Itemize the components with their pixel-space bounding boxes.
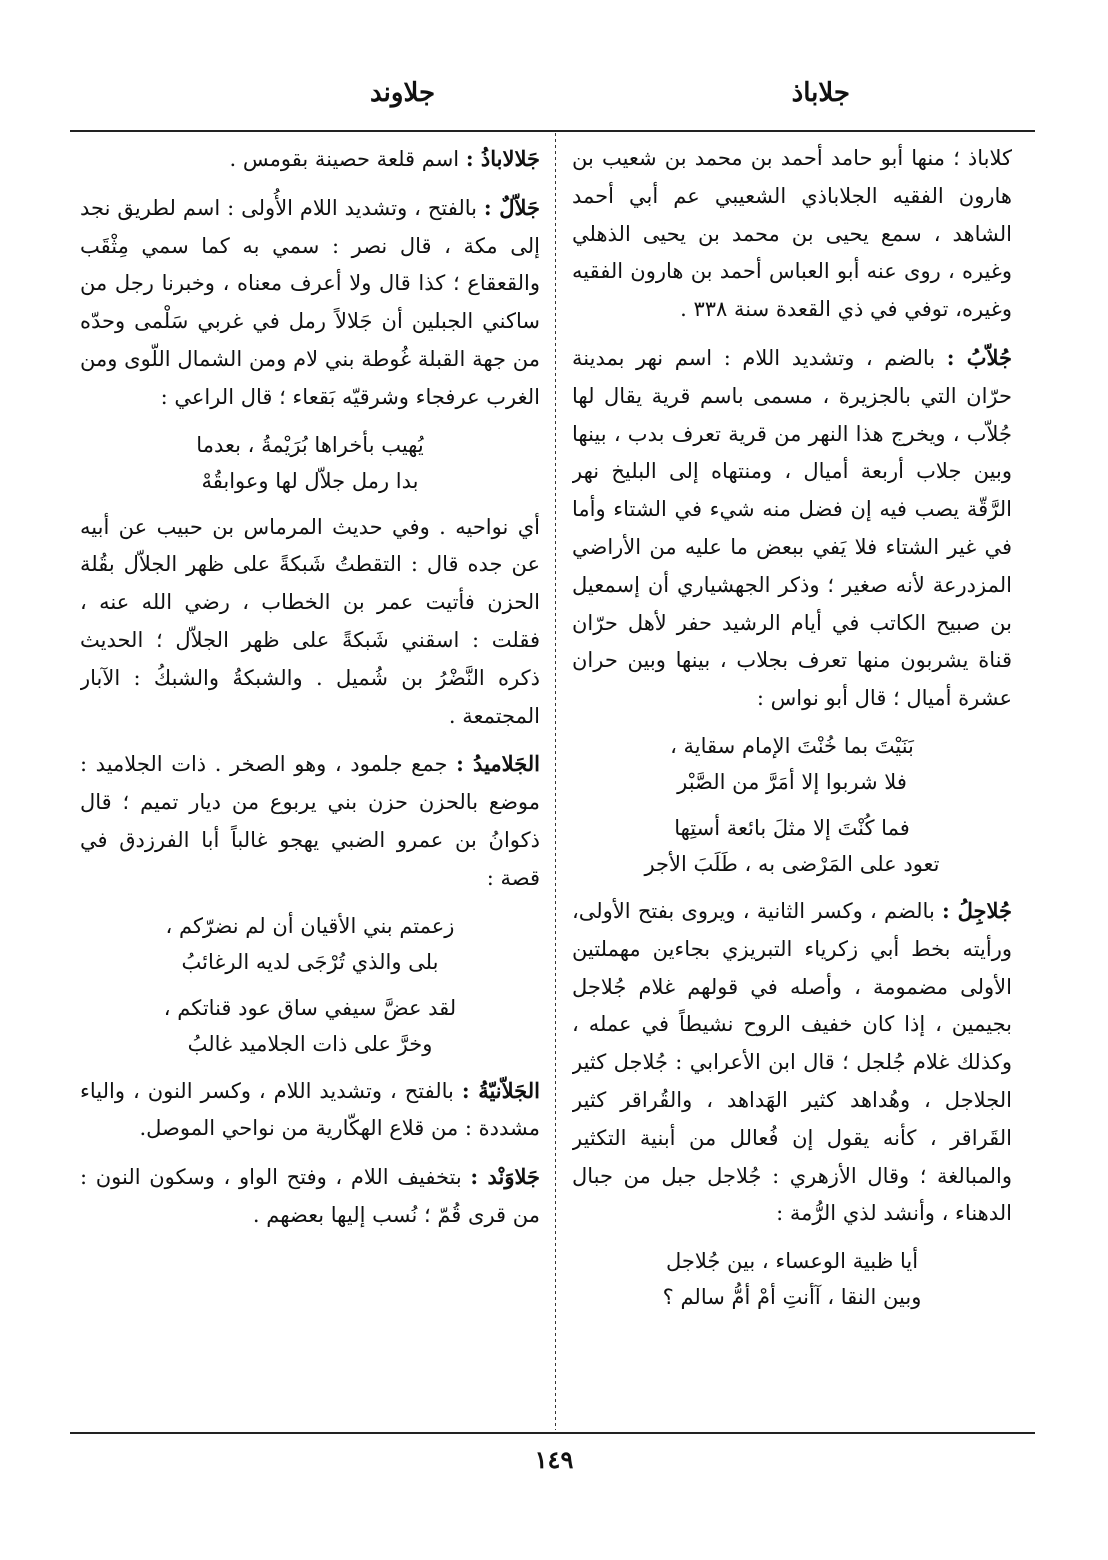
verse-block [80, 908, 540, 980]
header-rule [70, 130, 1035, 132]
verse-line: تعود على المَرْضى به ، طَلَبَ الأجر [644, 851, 940, 876]
entry-text: بالضم ، وتشديد اللام : اسم نهر بمدينة حرّان التي بالجزيرة ، مسمى باسم قرية يقال لها جُلاّب ، ويخرج هذا النهر من قرية تعرف بدب ، بينها وبين جلاب أربعة أميال ، ومنتهاه إلى البليخ نهر الرَّقّة يصب فيه إن فضل منه شيء في الشتاء وأما في غير الشتاء فلا يَفي ببعض ما عليه من الأراضي المزدرعة لأنه صغير ؛ وذكر الجهشياري أن إسمعيل بن صبيح الكاتب في أيام الرشيد حفر لأهل حرّان قناة يشربون منها تعرف بجلاب ، بينها وبين حران عشرة أميال ؛ قال أبو نواس : [572, 345, 1012, 711]
verse-block [572, 728, 1012, 800]
entry-continuation [80, 509, 540, 736]
entry-headword: جَلاوَنْد : [470, 1164, 540, 1190]
page-number: ١٤٩ [534, 1445, 574, 1474]
entry-text: أي نواحيه . وفي حديث المرماس بن حبيب عن أبيه عن جده قال : التقطتُ شَبكةً على ظهر الجلاّل بقُلة الحزن فأتيت عمر بن الخطاب ، رضي الله عنه ، فقلت : اسقني شَبكةً على ظهر الجلاّل ؛ الحديث ذكره النَّضْرُ بن شُميل . والشبكةُ والشبكُ : الآبار المجتمعة . [80, 514, 540, 728]
entry-text: بالفتح ، وتشديد اللام ، وكسر النون ، والياء مشددة : من قلاع الهكّارية من نواحي الموصل. [80, 1078, 540, 1141]
verse-line: وبين النقا ، آأنتِ أمْ أمُّ سالم ؟ [662, 1285, 922, 1310]
verse-block [80, 427, 540, 499]
entry-headword: الجَلاّنيّةُ : [461, 1077, 540, 1103]
entry-jalawand [80, 1158, 540, 1235]
verse-line: بلى والذي تُرْجَى لديه الرغائبُ [181, 949, 439, 974]
entry-headword: جَلاّلٌ : [483, 194, 540, 220]
verse-line: زعمتم بني الأقيان أن لم نضرّكم ، [165, 913, 455, 938]
entry-text: جمع جلمود ، وهو الصخر . ذات الجلاميد : موضع بالحزن حزن بني يربوع من ديار تميم ؛ قال ذكوانُ بن عمرو الضبي يهجو غالباً أبا الفرزدق في قصة : [80, 752, 540, 890]
entry-jalalabad [80, 140, 540, 179]
verse-line: أيا ظبية الوعساء ، بين جُلاجل [665, 1249, 919, 1274]
entry-julajil [572, 892, 1012, 1233]
verse-line: بَنَيْتَ بما خُنْتَ الإمام سقاية ، [670, 733, 914, 758]
entry-text: بالضم ، وكسر الثانية ، ويروى بفتح الأولى، ورأيته بخط أبي زكرياء التبريزي بجاءين مهملتين الأولى مضمومة ، وأصله في قولهم غلام جُلاجل بجيمين ، إذا كان خفيف الروح نشيطاً في عمله ، وكذلك غلام جُلجل ؛ قال ابن الأعرابي : جُلاجل كثير الجلاجل ، وهُداهد كثير الهَداهد ، والقُراقر كثير القَراقر ، كأنه يقول إن فُعالل من أبنية التكثير والمبالغة ؛ وقال الأزهري : جُلاجل جبل من جبال الدهناء ، وأنشد لذي الرُّمة : [572, 898, 1012, 1226]
verse-block [80, 990, 540, 1062]
entry-continuation [572, 140, 1012, 329]
entry-headword: جَلالاباذُ : [465, 146, 540, 171]
header-right-title: جلاباذ [791, 78, 850, 108]
entry-text: اسم قلعة حصينة بقومس . [229, 147, 460, 171]
verse-line: لقد عضَّ سيفي ساق عود قناتكم ، [163, 995, 457, 1020]
entry-headword: جُلاجِلُ : [942, 897, 1012, 923]
entry-julab [572, 339, 1012, 718]
verse-line: فما كُنْتَ إلا مثلَ بائعة أستِها [674, 815, 910, 840]
verse-line: بدا رمل جلاّل لها وعوابقُهْ [201, 468, 419, 493]
column-divider [555, 133, 556, 1430]
entry-jallal [80, 189, 540, 417]
entry-jalamid [80, 745, 540, 897]
left-column [80, 140, 540, 1430]
entry-headword: جُلاّبُ : [946, 344, 1012, 370]
entry-jallaniyya [80, 1072, 540, 1149]
verse-block [572, 1243, 1012, 1315]
verse-block [572, 810, 1012, 882]
running-header [70, 78, 1040, 118]
verse-line: يُهيب بأخراها بُرَيْمةُ ، بعدما [196, 432, 424, 457]
header-left-title: جلاوند [370, 78, 436, 108]
right-column [572, 140, 1012, 1430]
verse-line: وخرَّ على ذات الجلاميد غالبُ [187, 1031, 433, 1056]
footer-rule [70, 1432, 1035, 1434]
entry-text: كلاباذ ؛ منها أبو حامد أحمد بن محمد بن شعيب بن هارون الفقيه الجلاباذي الشعيبي عم أبي أحمد الشاهد ، سمع يحيى بن محمد بن يحيى الذهلي وغيره ، روى عنه أبو العباس أحمد بن هارون الفقيه وغيره، توفي في ذي القعدة سنة ٣٣٨ . [572, 146, 1012, 322]
entry-text: بالفتح ، وتشديد اللام الأُولى : اسم لطريق نجد إلى مكة ، قال نصر : سمي به كما سمي مِثْقَب والقعقاع ؛ كذا قال ولا أعرف معناه ، وخبرنا رجل من ساكني الجبلين أن جَلالاً رمل في غربي سَلْمى وحدّه من جهة القبلة غُوطة بني لام ومن الشمال اللّوى ومن الغرب عرفجاء وشرقيّه بَقعاء ؛ قال الراعي : [80, 195, 540, 409]
verse-line: فلا شربوا إلا أمَرَّ من الصَّبْر [677, 769, 907, 794]
entry-text: بتخفيف اللام ، وفتح الواو ، وسكون النون : من قرى قُمّ ؛ نُسب إليها بعضهم . [80, 1165, 540, 1227]
entry-headword: الجَلاميدُ : [456, 751, 540, 777]
